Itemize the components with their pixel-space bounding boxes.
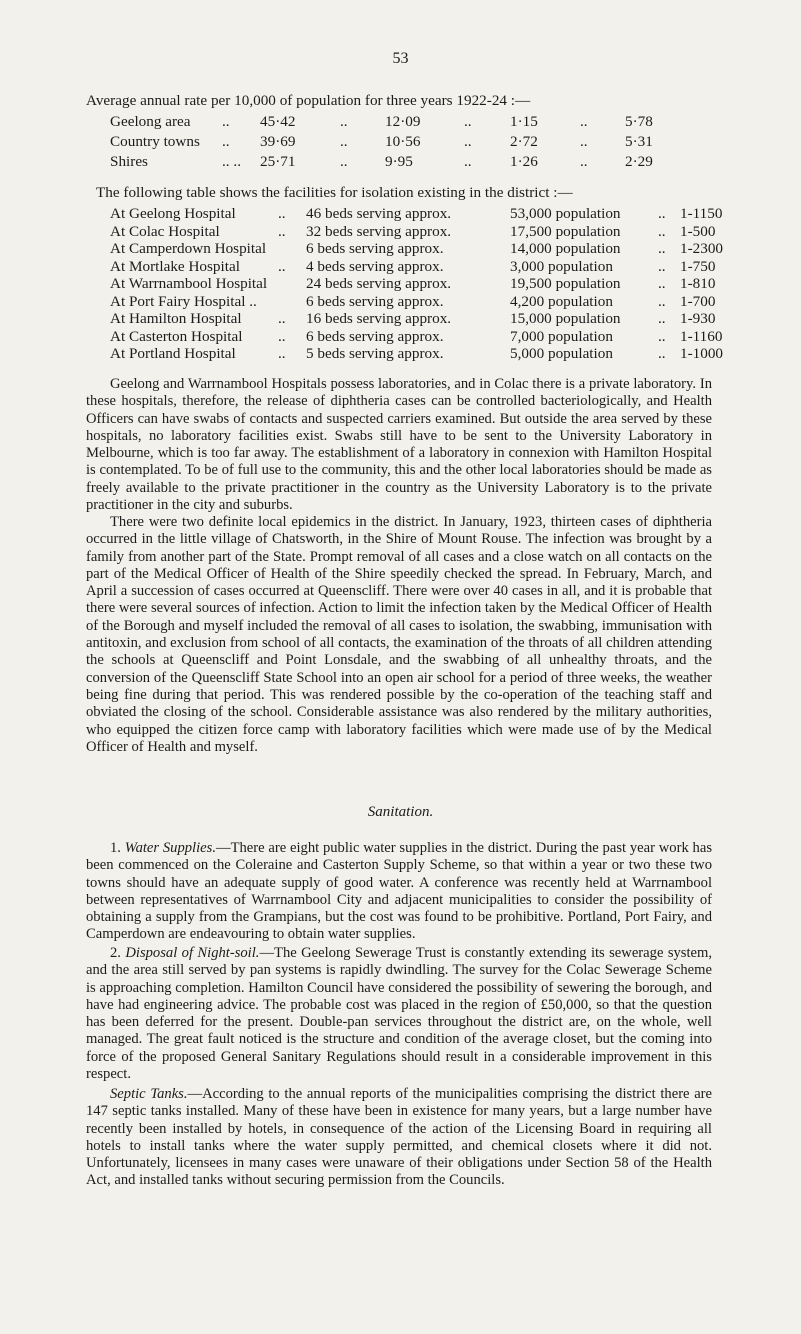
facility-row: [0, 223, 801, 241]
rate-v4: 2·29: [625, 153, 653, 170]
facility-beds: 46 beds serving approx.: [306, 205, 452, 222]
rate-row: [0, 153, 801, 171]
facility-ratio: 1-1000: [680, 345, 724, 362]
facility-pop: 3,000 population: [510, 257, 613, 275]
facility-ratio: 1-500: [680, 222, 716, 240]
facility-row: [0, 310, 801, 328]
facility-d2: ..: [658, 292, 666, 310]
facility-d1: ..: [278, 327, 286, 345]
facility-ratio: 1-2300: [680, 240, 724, 257]
rate-v4: 5·78: [625, 113, 653, 130]
facility-d2: ..: [658, 205, 666, 222]
sanitation-heading: Sanitation.: [367, 804, 434, 820]
facility-name: At Portland Hospital: [110, 345, 236, 362]
facility-ratio: 1-930: [680, 310, 716, 327]
laboratories-paragraph: Geelong and Warrnambool Hospitals possess laboratories, and in Colac there is a private laboratory. In these hospitals, therefore, the release of diphtheria cases can be controlled bacteriologically, and Health Officers can have swabs of contacts and suspected carriers examined. But outside the area served by these hospitals, no laboratory facilities exist. Swabs still have to be sent to the University Laboratory in Melbourne, which is too far away. The establishment of a laboratory in connexion with Hamilton Hospital is contemplated. To be of full use to the community, this and the other local laboratories should be made as freely available to the private practitioner in the country as the University Laboratory is to the private practitioner in the city and suburbs.: [86, 376, 712, 514]
facility-d2: ..: [658, 310, 666, 327]
nightsoil-text: —The Geelong Sewerage Trust is constantly extending its sewerage system, and the area still served by pan systems is rapidly dwindling. The survey for the Colac Sewerage Scheme is approaching completion. Hamilton Council have considered the possibility of sewering the borough, and have had engineering advice. The probable cost was placed in the region of £50,000, so that the question has been deferred for the present. Double-pan services throughout the district are, on the whole, well managed. The great fault noticed is the structure and condition of the average closet, but the coming into force of the proposed General Sanitary Regulations should result in a considerable improvement in this respect.: [86, 945, 712, 1083]
rate-dots: .. ..: [222, 153, 241, 170]
facility-pop: 7,000 population: [510, 327, 613, 345]
rate-label: Geelong area: [110, 113, 191, 130]
facility-d1: ..: [278, 345, 286, 362]
facility-beds: 24 beds serving approx.: [306, 275, 452, 292]
facility-d2: ..: [658, 222, 666, 240]
rate-v4: 5·31: [625, 133, 653, 150]
facility-pop: 5,000 population: [510, 345, 613, 362]
rate-separator: ..: [340, 153, 348, 170]
facility-row: [0, 258, 801, 276]
rate-v3: 2·72: [510, 133, 538, 150]
facility-name: At Colac Hospital: [110, 222, 220, 240]
facility-name: At Port Fairy Hospital ..: [110, 292, 257, 310]
facility-row: [0, 240, 801, 258]
nightsoil-number: 2.: [110, 945, 121, 961]
facility-d2: ..: [658, 275, 666, 292]
facility-d2: ..: [658, 345, 666, 362]
facility-pop: 14,000 population: [510, 240, 621, 257]
facility-name: At Casterton Hospital: [110, 327, 243, 345]
facility-ratio: 1-700: [680, 292, 716, 310]
rate-separator: ..: [464, 133, 472, 150]
water-number: 1.: [110, 840, 121, 856]
facility-pop: 4,200 population: [510, 292, 613, 310]
facility-beds: 5 beds serving approx.: [306, 345, 444, 362]
septic-title: Septic Tanks.: [110, 1086, 188, 1102]
rate-separator: ..: [464, 113, 472, 130]
rate-row: [0, 113, 801, 131]
water-text: —There are eight public water supplies in the district. During the past year work has been commenced on the Coleraine and Casterton Supply Scheme, so that within a year or two these two towns should have an adequate supply of good water. A conference was recently held at Warrnambool between representatives of Warrnambool City and adjacent municipalities to consider the possibility of obtaining a supply from the Grampians, but the cost was found to be prohibitive. Portland, Port Fairy, and Camperdown are endeavouring to obtain water supplies.: [86, 840, 712, 943]
rate-separator: ..: [580, 153, 588, 170]
facility-pop: 17,500 population: [510, 222, 621, 240]
facility-ratio: 1-1160: [680, 327, 723, 345]
facility-name: At Geelong Hospital: [110, 205, 236, 222]
facility-d2: ..: [658, 257, 666, 275]
rate-v2: 12·09: [385, 113, 421, 130]
facility-beds: 6 beds serving approx.: [306, 240, 444, 257]
facility-ratio: 1-750: [680, 257, 716, 275]
rate-label: Shires: [110, 153, 148, 170]
rate-v1: 45·42: [260, 113, 296, 130]
facility-d2: ..: [658, 240, 666, 257]
facility-row: [0, 275, 801, 293]
facilities-intro: The following table shows the facilities for isolation existing in the district :—: [96, 184, 573, 201]
facility-beds: 6 beds serving approx.: [306, 292, 444, 310]
rate-separator: ..: [464, 153, 472, 170]
rate-separator: ..: [340, 133, 348, 150]
facility-d1: ..: [278, 310, 286, 327]
water-title: Water Supplies.: [124, 840, 216, 856]
rate-separator: ..: [580, 113, 588, 130]
septic-text: —According to the annual reports of the municipalities comprising the district there are 147 septic tanks installed. Many of these have been in existence for many years, but a large number have recently been installed by hotels, in consequence of the action of the Licensing Board in requiring all hotels to install tanks where the water supply permitted, and chemical closets where it did not. Unfortunately, licensees in many cases were unaware of their obligations under Section 58 of the Health Act, and installed tanks without securing permission from the Councils.: [86, 1086, 713, 1189]
rate-separator: ..: [340, 113, 348, 130]
facility-pop: 19,500 population: [510, 275, 621, 292]
facility-d1: ..: [278, 257, 286, 275]
rate-separator: ..: [580, 133, 588, 150]
rate-label: Country towns: [110, 133, 200, 150]
facility-row: [0, 293, 801, 311]
rate-v2: 9·95: [385, 153, 413, 170]
rate-v3: 1·26: [510, 153, 538, 170]
rate-v3: 1·15: [510, 113, 538, 130]
rate-row: [0, 133, 801, 151]
page-number: 53: [392, 50, 409, 67]
rates-intro: Average annual rate per 10,000 of population for three years 1922-24 :—: [86, 92, 531, 109]
rate-v1: 39·69: [260, 133, 296, 150]
facility-d1: ..: [278, 205, 286, 222]
rate-dots: ..: [222, 133, 230, 150]
facility-ratio: 1-810: [680, 275, 716, 292]
nightsoil-title: Disposal of Night-soil.: [125, 945, 260, 961]
rate-v2: 10·56: [385, 133, 421, 150]
facility-pop: 15,000 population: [510, 310, 621, 327]
facility-d2: ..: [658, 327, 666, 345]
facility-beds: 16 beds serving approx.: [306, 310, 452, 327]
facility-d1: ..: [278, 222, 286, 240]
facility-name: At Warrnambool Hospital: [110, 275, 268, 292]
facility-ratio: 1-1150: [680, 205, 723, 222]
facility-name: At Hamilton Hospital: [110, 310, 242, 327]
facility-pop: 53,000 population: [510, 205, 621, 222]
facility-row: [0, 328, 801, 346]
facility-name: At Mortlake Hospital: [110, 257, 240, 275]
night-soil-paragraph: [86, 945, 712, 1083]
facility-row: [0, 205, 801, 223]
rate-dots: ..: [222, 113, 230, 130]
rate-v1: 25·71: [260, 153, 296, 170]
epidemics-paragraph: There were two definite local epidemics in the district. In January, 1923, thirteen cases of diphtheria occurred in the little village of Chatsworth, in the Shire of Mount Rouse. The infection was brought by a family from another part of the State. Prompt removal of all cases and a close watch on all contacts on the part of the Medical Officer of Health of the Shire speedily checked the spread. In February, March, and April a succession of cases occurred at Queenscliff. There were over 40 cases in all, and it is probable that there were several sources of infection. Action to limit the infection taken by the Medical Officer of Health of the Borough and myself included the removal of all cases to isolation, the swabbing, immunisation with antitoxin, and exclusion from school of all contacts, the examination of the throats of all children attending the schools at Queenscliff and Point Lonsdale, and the swabbing of all unhealthy throats, and the conversion of the Queenscliff State School into an open air school for a period of three weeks, the weather being fine during that period. This was rendered possible by the co-operation of the teaching staff and obviated the closing of the school. Considerable assistance was also rendered by the military authorities, who equipped the citizen force camp with laboratory facilities which were made use of by the Medical Officer of Health and myself.: [86, 514, 712, 755]
facility-beds: 32 beds serving approx.: [306, 222, 452, 240]
septic-tanks-paragraph: [86, 1086, 712, 1190]
water-supplies-paragraph: [86, 840, 712, 944]
facility-row: [0, 345, 801, 363]
facility-name: At Camperdown Hospital: [110, 240, 267, 257]
facility-beds: 4 beds serving approx.: [306, 257, 444, 275]
facility-beds: 6 beds serving approx.: [306, 327, 444, 345]
